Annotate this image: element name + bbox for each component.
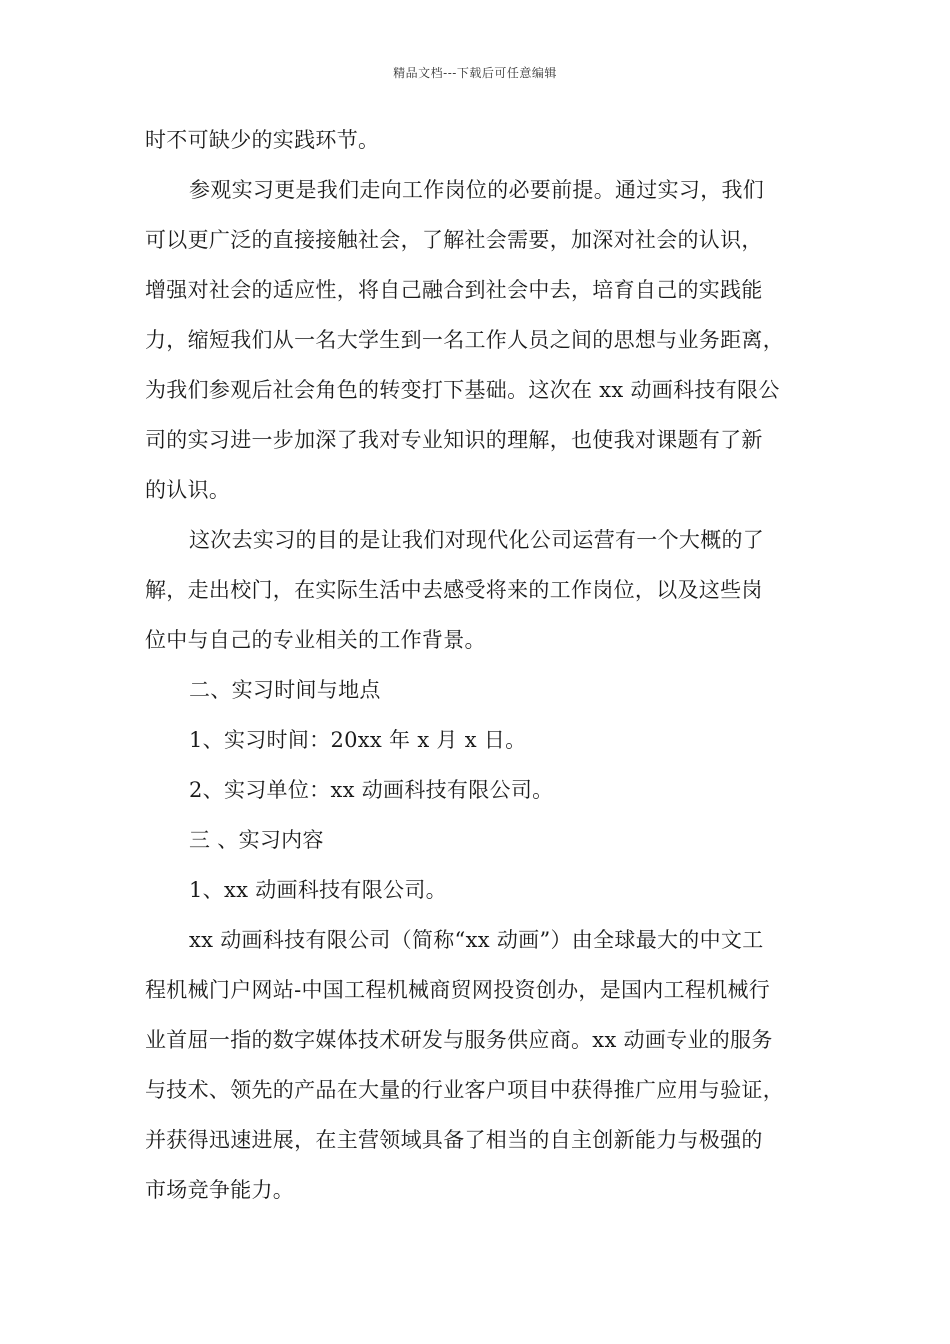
text-line: 参观实习更是我们走向工作岗位的必要前提。通过实习，我们 bbox=[189, 178, 765, 202]
text-line: 1、实习时间：20xx 年 x 月 x 日。 bbox=[189, 728, 527, 752]
text-line: 程机械门户网站-中国工程机械商贸网投资创办，是国内工程机械行 bbox=[145, 978, 771, 1002]
section-heading: 二、实习时间与地点 bbox=[189, 678, 381, 702]
text-line: 解，走出校门，在实际生活中去感受将来的工作岗位，以及这些岗 bbox=[145, 578, 763, 602]
text-line: 司的实习进一步加深了我对专业知识的理解，也使我对课题有了新 bbox=[145, 428, 763, 452]
text-line: 可以更广泛的直接接触社会，了解社会需要，加深对社会的认识， bbox=[145, 228, 763, 252]
text-line: 并获得迅速进展，在主营领域具备了相当的自主创新能力与极强的 bbox=[145, 1128, 763, 1152]
text-line: 位中与自己的专业相关的工作背景。 bbox=[145, 628, 486, 652]
text-line: 2、实习单位：xx 动画科技有限公司。 bbox=[189, 778, 554, 802]
text-line: 增强对社会的适应性，将自己融合到社会中去，培育自己的实践能 bbox=[145, 278, 763, 302]
page-header: 精品文档---下载后可任意编辑 bbox=[393, 66, 557, 80]
text-line: 为我们参观后社会角色的转变打下基础。这次在 xx 动画科技有限公 bbox=[145, 378, 780, 402]
section-heading: 三 、实习内容 bbox=[189, 828, 324, 852]
text-line: 时不可缺少的实践环节。 bbox=[145, 128, 380, 152]
document-body bbox=[145, 128, 825, 1228]
text-line: 1、xx 动画科技有限公司。 bbox=[189, 878, 447, 902]
text-line: 业首屈一指的数字媒体技术研发与服务供应商。xx 动画专业的服务 bbox=[145, 1028, 773, 1052]
text-line: 力，缩短我们从一名大学生到一名工作人员之间的思想与业务距离， bbox=[145, 328, 784, 352]
text-line: 市场竞争能力。 bbox=[145, 1178, 295, 1202]
text-line: 的认识。 bbox=[145, 478, 231, 502]
text-line: 这次去实习的目的是让我们对现代化公司运营有一个大概的了 bbox=[189, 528, 765, 552]
text-line: xx 动画科技有限公司（简称“xx 动画”）由全球最大的中文工 bbox=[189, 928, 764, 952]
text-line: 与技术、领先的产品在大量的行业客户项目中获得推广应用与验证， bbox=[145, 1078, 784, 1102]
